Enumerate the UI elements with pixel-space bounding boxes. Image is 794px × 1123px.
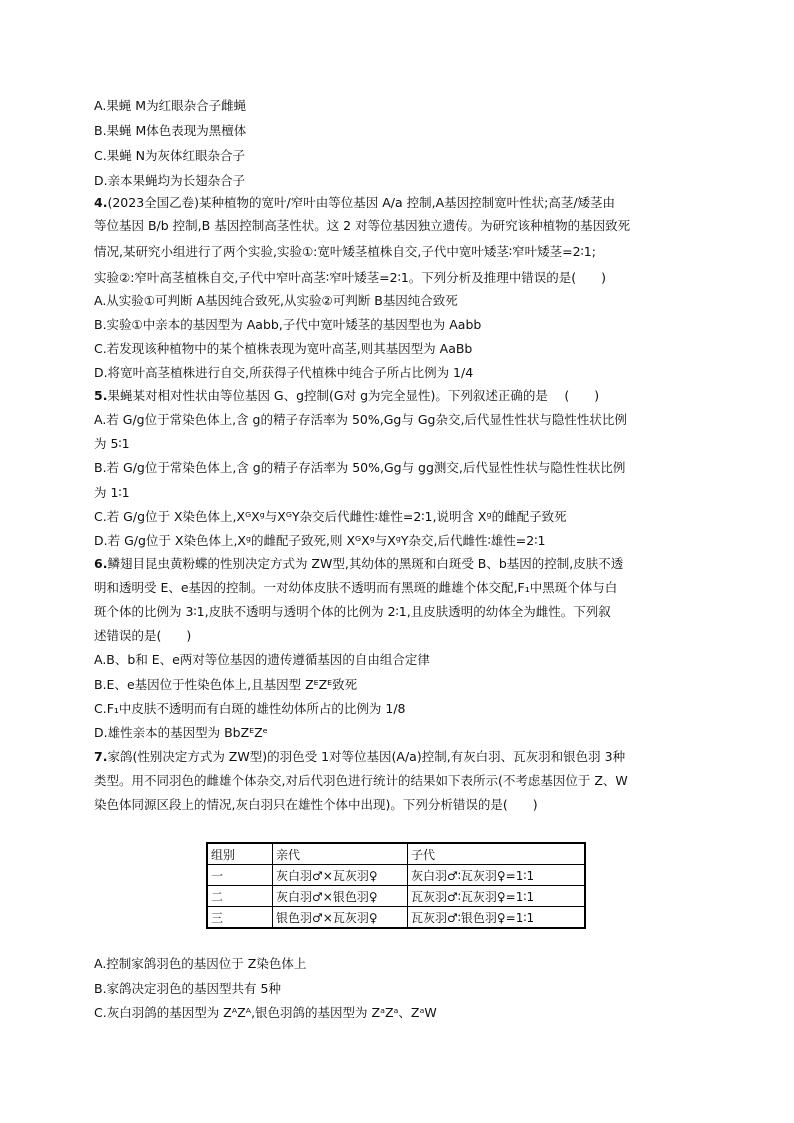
q5-option-a: A.若 G/g位于常染色体上,含 g的精子存活率为 50%,Gg与 Gg杂交,后代显性性状与隐性性状比例 [94, 412, 627, 427]
q4-stem-line: 情况,某研究小组进行了两个实验,实验①:宽叶矮茎植株自交,子代中宽叶矮茎∶窄叶矮茎=2∶1; [94, 244, 596, 259]
q4-option-a: A.从实验①可判断 A基因纯合致死,从实验②可判断 B基因纯合致死 [94, 293, 458, 308]
q4-stem-line [94, 194, 615, 212]
q7-stem-text: 家鸽(性别决定方式为 ZW型)的羽色受 1对等位基因(A/a)控制,有灰白羽、瓦灰羽和银色羽 3种 [107, 749, 626, 764]
q7-number: 7. [94, 749, 108, 764]
results-table [206, 842, 586, 929]
q7-option-a: A.控制家鸽羽色的基因位于 Z染色体上 [94, 956, 307, 971]
q5-number: 5. [94, 388, 108, 403]
q5-option-d: D.若 G/g位于 X染色体上,Xᵍ的雌配子致死,则 XᴳXᵍ与XᵍY杂交,后代雌性∶雄性=2∶1 [94, 533, 546, 548]
q5-stem-line [94, 387, 599, 405]
q6-stem-line: 斑个体的比例为 3∶1,皮肤不透明与透明个体的比例为 2∶1,且皮肤透明的幼体全为雌性。下列叙 [94, 604, 611, 619]
q3-option-b: B.果蝇 M体色表现为黑檀体 [94, 123, 247, 138]
table-header-cell: 子代 [408, 843, 586, 865]
q3-option-a: A.果蝇 M为红眼杂合子雌蝇 [94, 98, 247, 113]
q5-option-b-cont: 为 1∶1 [94, 485, 130, 500]
q6-stem-line: 述错误的是( ) [94, 628, 192, 643]
q7-option-b: B.家鸽决定羽色的基因型共有 5种 [94, 981, 281, 996]
table-row [207, 886, 585, 907]
q5-option-a-cont: 为 5∶1 [94, 436, 130, 451]
q7-stem-line: 类型。用不同羽色的雌雄个体杂交,对后代羽色进行统计的结果如下表所示(不考虑基因位于 Z、W [94, 773, 628, 788]
q6-number: 6. [94, 556, 108, 571]
q6-stem-text: 鳞翅目昆虫黄粉蝶的性别决定方式为 ZW型,其幼体的黑斑和白斑受 B、b基因的控制,皮肤不透 [107, 556, 624, 571]
q4-option-b: B.实验①中亲本的基因型为 Aabb,子代中宽叶矮茎的基因型也为 Aabb [94, 317, 482, 332]
q5-option-b: B.若 G/g位于常染色体上,含 g的精子存活率为 50%,Gg与 gg测交,后代显性性状与隐性性状比例 [94, 460, 626, 475]
table-header-cell: 亲代 [273, 843, 408, 865]
q6-option-d: D.雄性亲本的基因型为 BbZᴱZᵉ [94, 725, 268, 740]
q6-stem-line: 明和透明受 E、e基因的控制。一对幼体皮肤不透明而有黑斑的雌雄个体交配,F₁中黑斑个体与白 [94, 580, 618, 595]
q6-option-a: A.B、b和 E、e两对等位基因的遗传遵循基因的自由组合定律 [94, 652, 430, 667]
table-cell: 灰白羽♂×银色羽♀ [273, 886, 408, 907]
q5-option-c: C.若 G/g位于 X染色体上,XᴳXᵍ与XᴳY杂交后代雌性∶雄性=2∶1,说明含 Xᵍ的雌配子致死 [94, 509, 567, 524]
table-cell: 灰白羽♂×瓦灰羽♀ [273, 865, 408, 886]
q4-number: 4. [94, 195, 108, 210]
table-cell: 瓦灰羽♂∶瓦灰羽♀=1∶1 [408, 886, 586, 907]
q3-option-c: C.果蝇 N为灰体红眼杂合子 [94, 148, 246, 163]
q4-option-c: C.若发现该种植物中的某个植株表现为宽叶高茎,则其基因型为 AaBb [94, 341, 473, 356]
table-cell: 二 [207, 886, 273, 907]
q3-option-d: D.亲本果蝇均为长翅杂合子 [94, 173, 246, 188]
table-cell: 一 [207, 865, 273, 886]
q7-stem-line [94, 748, 625, 766]
q7-stem-line: 染色体同源区段上的情况,灰白羽只在雄性个体中出现)。下列分析错误的是( ) [94, 797, 538, 812]
q6-option-c: C.F₁中皮肤不透明而有白斑的雄性幼体所占的比例为 1/8 [94, 701, 406, 716]
q6-option-b: B.E、e基因位于性染色体上,且基因型 ZᴱZᴱ致死 [94, 677, 358, 692]
table-cell: 三 [207, 907, 273, 929]
q5-stem-text: 果蝇某对相对性状由等位基因 G、g控制(G对 g为完全显性)。下列叙述正确的是 ( ) [107, 388, 600, 403]
table-cell: 银色羽♂×瓦灰羽♀ [273, 907, 408, 929]
q7-option-c: C.灰白羽鸽的基因型为 ZᴬZᴬ,银色羽鸽的基因型为 ZᵃZᵃ、ZᵃW [94, 1005, 437, 1020]
q6-stem-line [94, 555, 623, 573]
table-header-cell: 组别 [207, 843, 273, 865]
q4-option-d: D.将宽叶高茎植株进行自交,所获得子代植株中纯合子所占比例为 1/4 [94, 365, 474, 380]
q4-stem-text: (2023全国乙卷)某种植物的宽叶/窄叶由等位基因 A/a 控制,A基因控制宽叶性状;高茎/矮茎由 [107, 195, 616, 210]
table-cell: 瓦灰羽♂∶银色羽♀=1∶1 [408, 907, 586, 929]
q4-stem-line: 等位基因 B/b 控制,B 基因控制高茎性状。这 2 对等位基因独立遗传。为研究该种植物的基因致死 [94, 218, 631, 233]
table-cell: 灰白羽♂∶瓦灰羽♀=1∶1 [408, 865, 586, 886]
table-row [207, 907, 585, 929]
table-row [207, 865, 585, 886]
q4-stem-line: 实验②:窄叶高茎植株自交,子代中窄叶高茎∶窄叶矮茎=2∶1。下列分析及推理中错误的是( ) [94, 270, 607, 285]
table-header-row [207, 843, 585, 865]
